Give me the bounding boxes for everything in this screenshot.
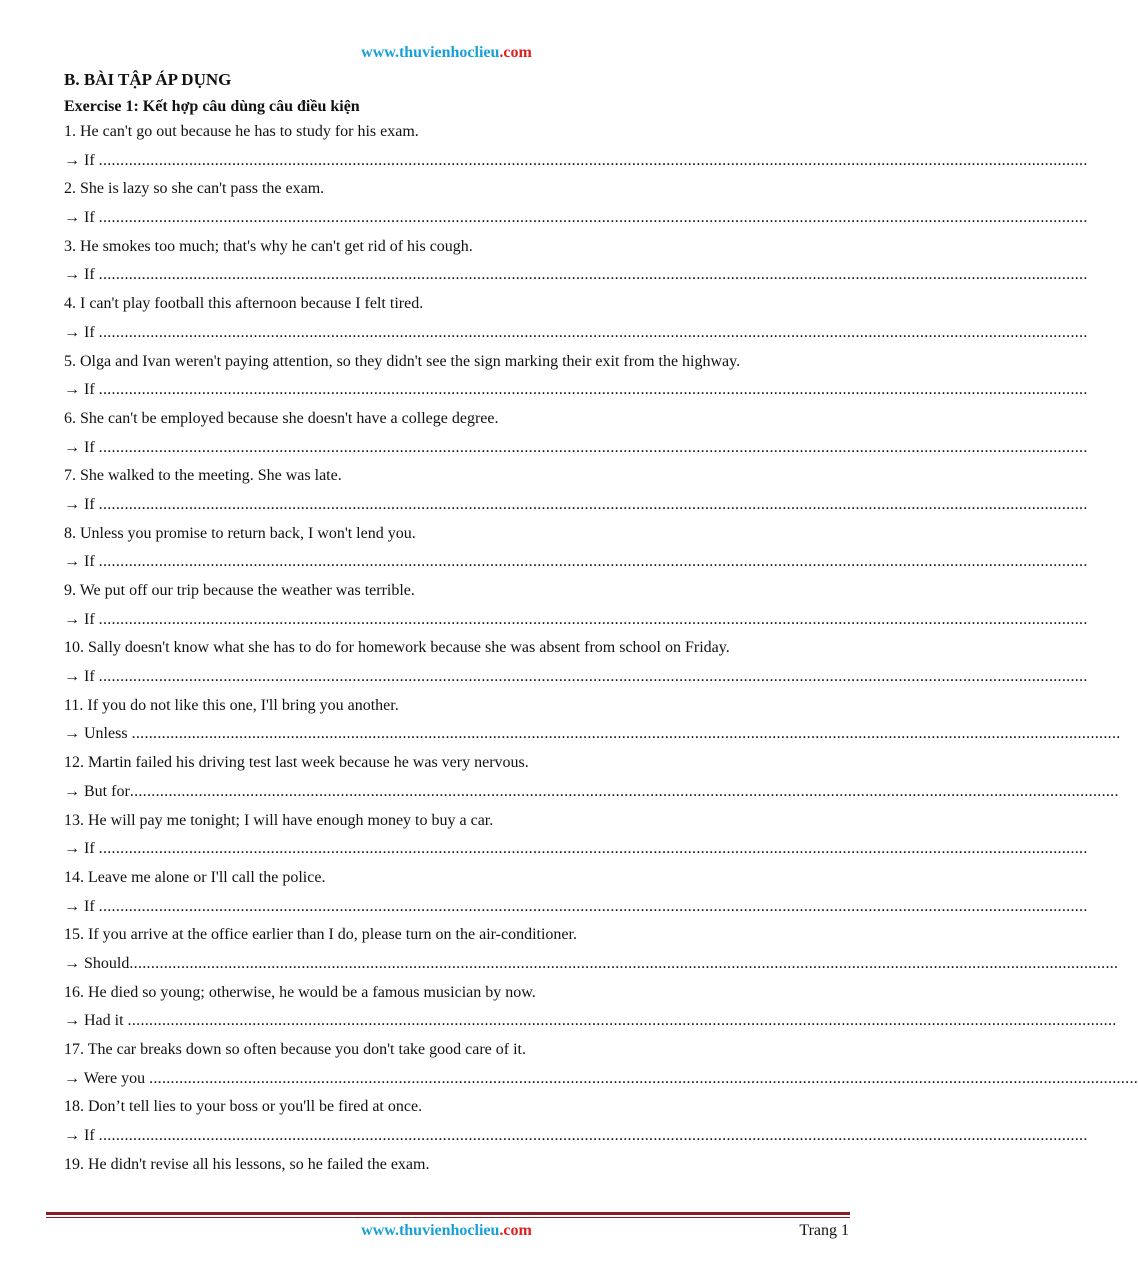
exercise-item bbox=[64, 864, 1088, 921]
answer-prefix: → If bbox=[64, 209, 99, 227]
answer-prefix: → Unless bbox=[64, 725, 132, 743]
answer-line[interactable] bbox=[64, 1065, 1138, 1094]
question-text: 5. Olga and Ivan weren't paying attention, so they didn't see the sign marking their exit from the highway. bbox=[64, 352, 741, 370]
question-text: 4. I can't play football this afternoon because I felt tired. bbox=[64, 295, 424, 313]
question-text: 19. He didn't revise all his lessons, so he failed the exam. bbox=[64, 1155, 430, 1173]
answer-prefix: → If bbox=[64, 610, 99, 628]
answer-blank[interactable]: ...................................................................................................................................................................................................................................... bbox=[98, 1127, 1088, 1145]
header-website-link[interactable] bbox=[0, 44, 893, 62]
question-text: 13. He will pay me tonight; I will have enough money to buy a car. bbox=[64, 811, 494, 829]
answer-line[interactable] bbox=[64, 950, 1119, 979]
question-text: 8. Unless you promise to return back, I won't lend you. bbox=[64, 524, 416, 542]
answer-line[interactable] bbox=[64, 376, 1088, 405]
header-url-name: www.thuvienhoclieu bbox=[361, 44, 500, 61]
question-text: 11. If you do not like this one, I'll bring you another. bbox=[64, 696, 399, 714]
question-text: 16. He died so young; otherwise, he would be a famous musician by now. bbox=[64, 983, 536, 1001]
answer-prefix: → If bbox=[64, 840, 99, 858]
exercise-title: Exercise 1: Kết hợp câu dùng câu điều kiện bbox=[64, 98, 360, 115]
answer-blank[interactable]: ...................................................................................................................................................................................................................................... bbox=[98, 610, 1088, 628]
answer-blank[interactable]: ...................................................................................................................................................................................................................................... bbox=[98, 266, 1088, 284]
exercise-item bbox=[64, 520, 1088, 577]
question-text: 15. If you arrive at the office earlier than I do, please turn on the air-conditioner. bbox=[64, 926, 577, 944]
question-text: 3. He smokes too much; that's why he can't get rid of his cough. bbox=[64, 237, 473, 255]
footer-divider bbox=[46, 1212, 850, 1215]
answer-line[interactable] bbox=[64, 1122, 1088, 1151]
answer-line[interactable] bbox=[64, 491, 1088, 520]
exercise-item bbox=[64, 1093, 1088, 1150]
answer-prefix: → If bbox=[64, 668, 99, 686]
exercise-item bbox=[64, 118, 1088, 175]
exercise-item bbox=[64, 233, 1088, 290]
question-text: 10. Sally doesn't know what she has to do for homework because she was absent from school on Friday. bbox=[64, 639, 730, 657]
answer-blank[interactable]: ...................................................................................................................................................................................................................................... bbox=[98, 840, 1088, 858]
answer-prefix: → If bbox=[64, 151, 99, 169]
question-text: 2. She is lazy so she can't pass the exam. bbox=[64, 180, 325, 198]
exercise-item bbox=[64, 348, 1088, 405]
question-text: 17. The car breaks down so often because you don't take good care of it. bbox=[64, 1041, 526, 1058]
answer-prefix: → If bbox=[64, 438, 99, 456]
answer-blank[interactable]: ...................................................................................................................................................................................................................................... bbox=[98, 438, 1088, 456]
footer-divider-thin bbox=[46, 1217, 850, 1218]
page-number: Trang 1 bbox=[799, 1222, 849, 1239]
answer-prefix: → If bbox=[64, 1127, 99, 1145]
answer-line[interactable] bbox=[64, 720, 1121, 749]
exercise-item bbox=[64, 979, 1117, 1036]
answer-prefix: → If bbox=[64, 495, 99, 513]
answer-prefix: → Were you bbox=[64, 1069, 150, 1087]
answer-line[interactable] bbox=[64, 434, 1088, 463]
answer-blank[interactable]: ...................................................................................................................................................................................................................................... bbox=[127, 1012, 1117, 1030]
answer-line[interactable] bbox=[64, 663, 1088, 692]
exercise-item bbox=[64, 290, 1088, 347]
footer-url-tld: .com bbox=[499, 1222, 532, 1239]
question-text: 18. Don’t tell lies to your boss or you'll be fired at once. bbox=[64, 1098, 423, 1116]
answer-blank[interactable]: ...................................................................................................................................................................................................................................... bbox=[129, 954, 1119, 972]
exercise-item bbox=[64, 1036, 1138, 1093]
answer-line[interactable] bbox=[64, 1007, 1117, 1036]
answer-line[interactable] bbox=[64, 147, 1088, 176]
section-title: B. BÀI TẬP ÁP DỤNG bbox=[64, 70, 232, 89]
footer-url-name: www.thuvienhoclieu bbox=[361, 1222, 500, 1239]
answer-line[interactable] bbox=[64, 835, 1088, 864]
answer-line[interactable] bbox=[64, 778, 1119, 807]
exercise-item bbox=[64, 175, 1088, 232]
exercise-items bbox=[64, 118, 1138, 1179]
answer-line[interactable] bbox=[64, 319, 1088, 348]
answer-blank[interactable]: ...................................................................................................................................................................................................................................... bbox=[98, 897, 1088, 915]
exercise-item bbox=[64, 577, 1088, 634]
answer-blank[interactable]: ...................................................................................................................................................................................................................................... bbox=[98, 209, 1088, 227]
answer-blank[interactable]: ...................................................................................................................................................................................................................................... bbox=[98, 381, 1088, 399]
answer-line[interactable] bbox=[64, 204, 1088, 233]
exercise-item bbox=[64, 1151, 832, 1180]
question-text: 14. Leave me alone or I'll call the police. bbox=[64, 868, 326, 886]
answer-line[interactable] bbox=[64, 606, 1088, 635]
exercise-item bbox=[64, 749, 1119, 806]
question-text: 12. Martin failed his driving test last week because he was very nervous. bbox=[64, 754, 529, 772]
question-text: 9. We put off our trip because the weather was terrible. bbox=[64, 582, 415, 599]
answer-line[interactable] bbox=[64, 548, 1088, 577]
answer-line[interactable] bbox=[64, 893, 1088, 922]
exercise-item bbox=[64, 405, 1088, 462]
exercise-item bbox=[64, 921, 1119, 978]
answer-line[interactable] bbox=[64, 261, 1088, 290]
answer-blank[interactable]: ...................................................................................................................................................................................................................................... bbox=[98, 668, 1088, 686]
answer-blank[interactable]: ...................................................................................................................................................................................................................................... bbox=[98, 553, 1088, 571]
exercise-item bbox=[64, 692, 1121, 749]
question-text: 7. She walked to the meeting. She was late. bbox=[64, 467, 342, 485]
answer-prefix: → If bbox=[64, 266, 99, 284]
answer-blank[interactable]: ...................................................................................................................................................................................................................................... bbox=[98, 323, 1088, 341]
exercise-item bbox=[64, 634, 1088, 691]
answer-prefix: → If bbox=[64, 323, 99, 341]
answer-prefix: → Should bbox=[64, 954, 130, 972]
header-url-tld: .com bbox=[499, 44, 532, 61]
question-text: 6. She can't be employed because she doesn't have a college degree. bbox=[64, 409, 499, 427]
exercise-item bbox=[64, 807, 1088, 864]
exercise-item bbox=[64, 462, 1088, 519]
answer-blank[interactable]: ...................................................................................................................................................................................................................................... bbox=[131, 725, 1121, 743]
answer-prefix: → Had it bbox=[64, 1012, 128, 1030]
answer-prefix: → But for bbox=[64, 782, 130, 800]
answer-blank[interactable]: ...................................................................................................................................................................................................................................... bbox=[98, 151, 1088, 169]
question-text: 1. He can't go out because he has to study for his exam. bbox=[64, 123, 419, 140]
answer-prefix: → If bbox=[64, 897, 99, 915]
answer-prefix: → If bbox=[64, 381, 99, 399]
answer-blank[interactable]: ...................................................................................................................................................................................................................................... bbox=[98, 495, 1088, 513]
answer-blank[interactable]: ...................................................................................................................................................................................................................................... bbox=[149, 1069, 1138, 1087]
footer-website-link[interactable] bbox=[0, 1222, 893, 1240]
answer-prefix: → If bbox=[64, 553, 99, 571]
answer-blank[interactable]: ...................................................................................................................................................................................................................................... bbox=[129, 782, 1119, 800]
